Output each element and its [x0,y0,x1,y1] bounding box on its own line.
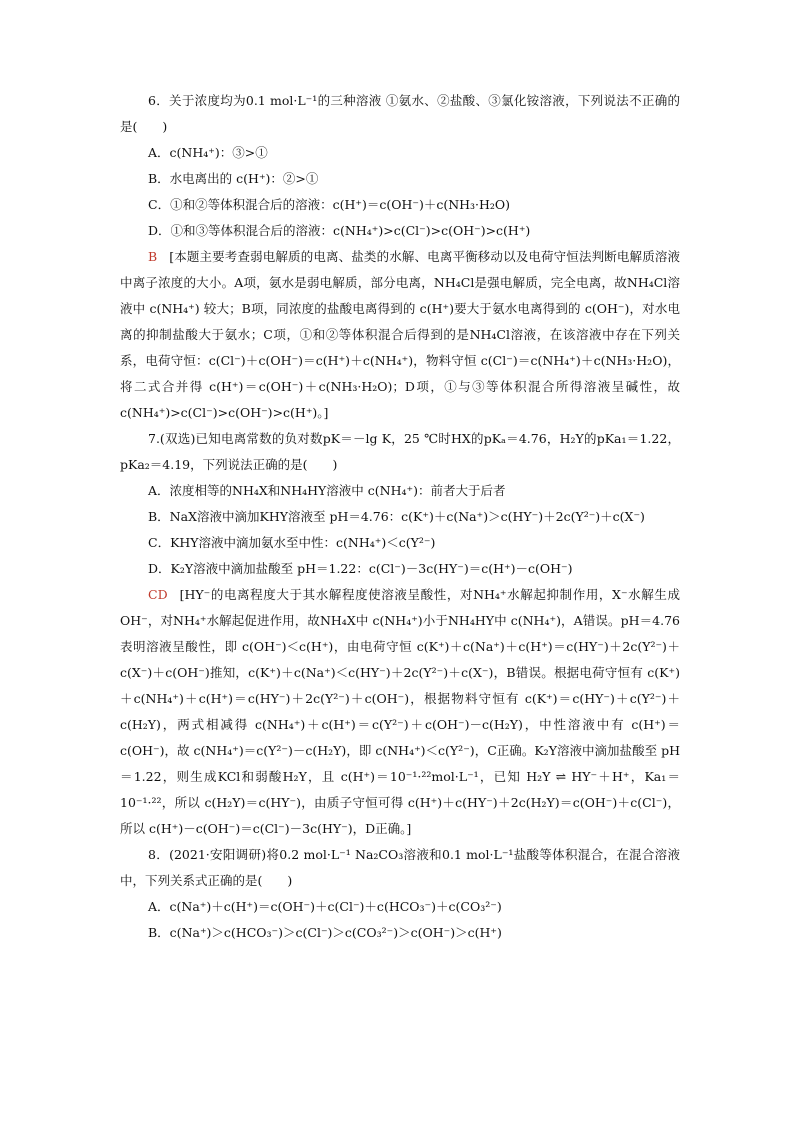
question-6-option-a: A．c(NH₄⁺)：③>① [148,145,268,160]
question-6-option-b: B．水电离出的 c(H⁺)：②>① [148,171,319,186]
question-8-option-b: B．c(Na⁺)＞c(HCO₃⁻)＞c(Cl⁻)＞c(CO₃²⁻)＞c(OH⁻)＞c(H⁺) [148,925,502,940]
question-6-option-c: C．①和②等体积混合后的溶液：c(H⁺)＝c(OH⁻)＋c(NH₃·H₂O) [148,197,511,212]
document-content [120,88,680,946]
question-7-option-b: B．NaX溶液中滴加KHY溶液至 pH＝4.76：c(K⁺)＋c(Na⁺)＞c(HY⁻)＋2c(Y²⁻)＋c(X⁻) [148,509,645,524]
question-7-option-a: A．浓度相等的NH₄X和NH₄HY溶液中 c(NH₄⁺)：前者大于后者 [148,483,506,498]
question-7-explanation: [HY⁻的电离程度大于其水解程度使溶液呈酸性，对NH₄⁺水解起抑制作用，X⁻水解生成OH⁻，对NH₄⁺水解起促进作用，故NH₄X中 c(NH₄⁺)小于NH₄HY中 c(NH₄⁺)，A错误。pH＝4.76表明溶液呈酸性，即 c(OH⁻)＜c(H⁺)，由电荷守恒 c(K⁺)＋c(Na⁺)＋c(H⁺)＝c(HY⁻)＋2c(Y²⁻)＋c(X⁻)＋c(OH⁻)推知，c(K⁺)＋c(Na⁺)＜c(HY⁻)＋2c(Y²⁻)＋c(X⁻)，B错误。根据电荷守恒有 c(K⁺)＋c(NH₄⁺)＋c(H⁺)＝c(HY⁻)＋2c(Y²⁻)＋c(OH⁻)，根据物料守恒有 c(K⁺)＝c(HY⁻)＋c(Y²⁻)＋c(H₂Y)，两式相减得 c(NH₄⁺)＋c(H⁺)＝c(Y²⁻)＋c(OH⁻)－c(H₂Y)，中性溶液中有 c(H⁺)＝c(OH⁻)，故 c(NH₄⁺)＝c(Y²⁻)－c(H₂Y)，即 c(NH₄⁺)＜c(Y²⁻)，C正确。K₂Y溶液中滴加盐酸至 pH＝1.22，则生成KCl和弱酸H₂Y，且 c(H⁺)＝10⁻¹·²²mol·L⁻¹，已知 H₂Y ⇌ HY⁻＋H⁺，Ka₁＝10⁻¹·²²，所以 c(H₂Y)＝c(HY⁻)，由质子守恒可得 c(H⁺)＋c(HY⁻)＋2c(H₂Y)＝c(OH⁻)＋c(Cl⁻)，所以 c(H⁺)－c(OH⁻)＝c(Cl⁻)－3c(HY⁻)，D正确。] [120,587,680,836]
question-6-answer-letter: B [148,249,158,264]
question-6-stem: 6．关于浓度均为0.1 mol·L⁻¹的三种溶液 ①氨水、②盐酸、③氯化铵溶液，下列说法不正确的是( ) [120,93,680,134]
question-6-answer [120,244,680,426]
question-7-option-c: C．KHY溶液中滴加氨水至中性：c(NH₄⁺)＜c(Y²⁻) [148,535,436,550]
question-7-option-d: D．K₂Y溶液中滴加盐酸至 pH＝1.22：c(Cl⁻)－3c(HY⁻)＝c(H⁺)－c(OH⁻) [148,561,573,576]
question-8-option-a: A．c(Na⁺)＋c(H⁺)＝c(OH⁻)＋c(Cl⁻)＋c(HCO₃⁻)＋c(CO₃²⁻) [148,899,502,914]
question-7-answer [120,582,680,842]
question-8-stem: 8．(2021·安阳调研)将0.2 mol·L⁻¹ Na₂CO₃溶液和0.1 mol·L⁻¹盐酸等体积混合，在混合溶液中，下列关系式正确的是( ) [120,847,680,888]
question-6-explanation: [本题主要考查弱电解质的电离、盐类的水解、电离平衡移动以及电荷守恒法判断电解质溶液中离子浓度的大小。A项，氨水是弱电解质，部分电离，NH₄Cl是强电解质，完全电离，故NH₄Cl溶液中 c(NH₄⁺) 较大；B项，同浓度的盐酸电离得到的 c(H⁺)要大于氨水电离得到的 c(OH⁻)，对水电离的抑制盐酸大于氨水；C项，①和②等体积混合后得到的是NH₄Cl溶液，在该溶液中存在下列关系，电荷守恒：c(Cl⁻)＋c(OH⁻)＝c(H⁺)＋c(NH₄⁺)，物料守恒 c(Cl⁻)＝c(NH₄⁺)＋c(NH₃·H₂O)，将二式合并得 c(H⁺)＝c(OH⁻)＋c(NH₃·H₂O)；D项，①与③等体积混合所得溶液呈碱性，故 c(NH₄⁺)>c(Cl⁻)>c(OH⁻)>c(H⁺)。] [120,249,680,420]
question-7-stem: 7.(双选)已知电离常数的负对数pK＝－lg K，25 ℃时HX的pKₐ＝4.76，H₂Y的pKa₁＝1.22，pKa₂＝4.19，下列说法正确的是( ) [120,431,680,472]
question-7-answer-letter: CD [148,587,168,602]
question-6-option-d: D．①和③等体积混合后的溶液：c(NH₄⁺)>c(Cl⁻)>c(OH⁻)>c(H⁺) [148,223,531,238]
